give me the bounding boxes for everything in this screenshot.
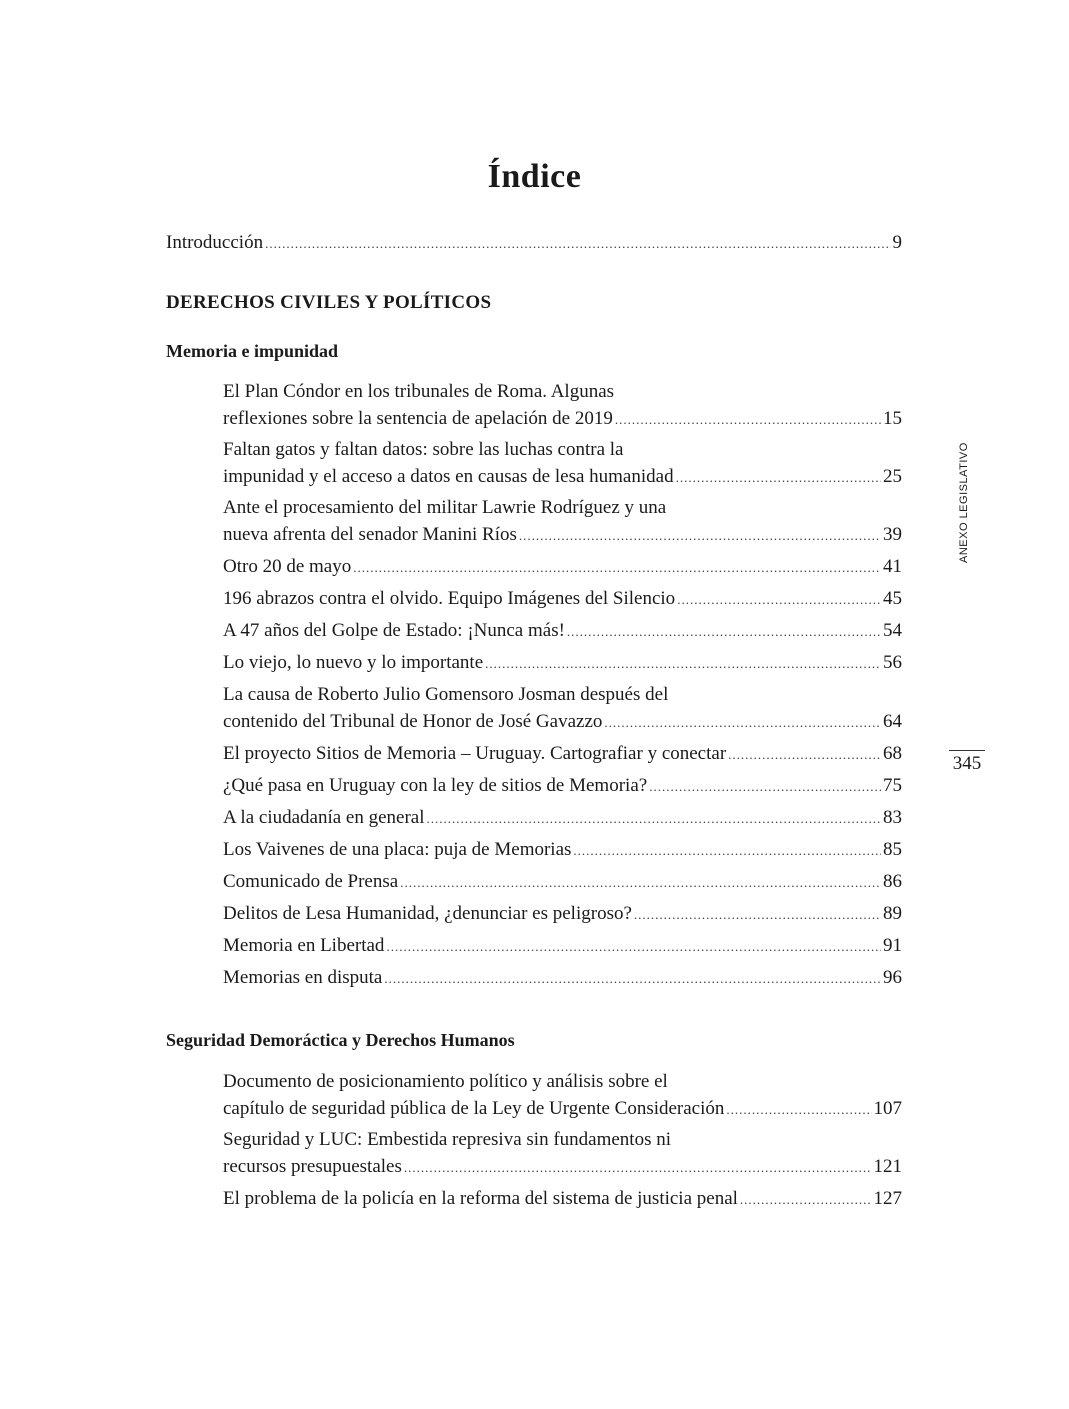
toc-entry[interactable]	[223, 494, 902, 549]
toc-entry[interactable]	[223, 649, 902, 677]
toc-entry[interactable]	[223, 836, 902, 864]
subsection-heading-seguridad: Seguridad Demoráctica y Derechos Humanos	[166, 1030, 515, 1050]
toc-entry-title: Documento de posicionamiento político y análisis sobre el	[223, 1071, 668, 1092]
toc-entry-title: El proyecto Sitios de Memoria – Uruguay. Cartografiar y conectar	[223, 743, 727, 764]
toc-entry[interactable]	[223, 1068, 902, 1123]
toc-entry[interactable]	[223, 740, 902, 768]
toc-entry-title: Otro 20 de mayo	[223, 556, 352, 577]
toc-page-number: 9	[892, 232, 902, 253]
dot-leader	[519, 522, 881, 549]
toc-entry[interactable]	[223, 1185, 902, 1213]
dot-leader	[353, 554, 881, 581]
toc-entry[interactable]	[223, 964, 902, 992]
toc-page-number: 39	[883, 524, 902, 545]
toc-entry[interactable]	[223, 378, 902, 433]
dot-leader	[677, 586, 881, 613]
toc-entry-title-cont: capítulo de seguridad pública de la Ley de Urgente Consideración	[223, 1098, 725, 1119]
toc-entry-title-cont: impunidad y el acceso a datos en causas de lesa humanidad	[223, 466, 674, 487]
toc-entry-title: 196 abrazos contra el olvido. Equipo Imágenes del Silencio	[223, 588, 676, 609]
toc-page-number: 75	[883, 775, 902, 796]
dot-leader	[404, 1154, 872, 1181]
toc-entry-title: La causa de Roberto Julio Gomensoro Josman después del	[223, 684, 669, 705]
toc-entry-title: ¿Qué pasa en Uruguay con la ley de sitios de Memoria?	[223, 775, 648, 796]
toc-page-number: 83	[883, 807, 902, 828]
toc-entry-title-cont: reflexiones sobre la sentencia de apelación de 2019	[223, 408, 613, 429]
dot-leader	[384, 965, 881, 992]
toc-page-number: 45	[883, 588, 902, 609]
toc-entry-title: Comunicado de Prensa	[223, 871, 399, 892]
side-running-head: ANEXO LEGISLATIVO	[958, 442, 970, 563]
dot-leader	[728, 741, 881, 768]
toc-entry-title: El Plan Cóndor en los tribunales de Roma. Algunas	[223, 381, 615, 402]
toc-page-number: 107	[873, 1098, 902, 1119]
toc-entry[interactable]	[223, 772, 902, 800]
toc-entry[interactable]	[223, 617, 902, 645]
toc-entry-title-cont: contenido del Tribunal de Honor de José Gavazzo	[223, 711, 603, 732]
toc-entry-title: Lo viejo, lo nuevo y lo importante	[223, 652, 484, 673]
toc-entry-title: Memorias en disputa	[223, 967, 383, 988]
page-title: Índice	[487, 158, 582, 195]
toc-entry-title: Memoria en Libertad	[223, 935, 385, 956]
page-number: 345	[949, 750, 985, 775]
toc-entry-title: Seguridad y LUC: Embestida represiva sin fundamentos ni	[223, 1129, 671, 1150]
toc-page-number: 15	[883, 408, 902, 429]
toc-page-number: 96	[883, 967, 902, 988]
toc-entry-title: A 47 años del Golpe de Estado: ¡Nunca más!	[223, 620, 565, 641]
dot-leader	[604, 709, 881, 736]
toc-page-number: 89	[883, 903, 902, 924]
toc-entry[interactable]	[223, 681, 902, 736]
toc-page-number: 56	[883, 652, 902, 673]
toc-entry-title: Faltan gatos y faltan datos: sobre las luchas contra la	[223, 439, 624, 460]
toc-entry[interactable]	[223, 585, 902, 613]
toc-page-number: 68	[883, 743, 902, 764]
toc-entry[interactable]	[223, 1126, 902, 1181]
toc-entry[interactable]	[223, 804, 902, 832]
dot-leader	[649, 773, 881, 800]
dot-leader	[573, 837, 881, 864]
dot-leader	[740, 1186, 872, 1213]
toc-entry-title: Los Vaivenes de una placa: puja de Memorias	[223, 839, 572, 860]
section-heading-derechos-civiles: DERECHOS CIVILES Y POLÍTICOS	[166, 292, 492, 313]
dot-leader	[676, 464, 881, 491]
toc-page-number: 86	[883, 871, 902, 892]
toc-page-number: 91	[883, 935, 902, 956]
toc-page-number: 127	[873, 1188, 902, 1209]
dot-leader	[726, 1096, 871, 1123]
subsection-heading-memoria: Memoria e impunidad	[166, 341, 339, 361]
toc-entry-introduccion[interactable]	[166, 229, 902, 257]
toc-entry[interactable]	[223, 868, 902, 896]
toc-entry-title: El problema de la policía en la reforma del sistema de justicia penal	[223, 1188, 738, 1209]
toc-entry[interactable]	[223, 553, 902, 581]
dot-leader	[265, 230, 890, 257]
toc-page-number: 64	[883, 711, 902, 732]
dot-leader	[567, 618, 881, 645]
toc-entry[interactable]	[223, 900, 902, 928]
toc-entry[interactable]	[223, 932, 902, 960]
dot-leader	[634, 901, 881, 928]
toc-entry-title: Ante el procesamiento del militar Lawrie Rodríguez y una	[223, 497, 667, 518]
toc-entry-title: A la ciudadanía en general	[223, 807, 425, 828]
toc-entry[interactable]	[223, 436, 902, 491]
toc-entry-title-cont: recursos presupuestales	[223, 1156, 402, 1177]
toc-page-number: 54	[883, 620, 902, 641]
toc-page-number: 25	[883, 466, 902, 487]
toc-entry-title: Introducción	[166, 232, 264, 253]
toc-entry-title: Delitos de Lesa Humanidad, ¿denunciar es peligroso?	[223, 903, 632, 924]
dot-leader	[400, 869, 881, 896]
toc-entry-title-cont: nueva afrenta del senador Manini Ríos	[223, 524, 517, 545]
dot-leader	[427, 805, 881, 832]
toc-page-number: 41	[883, 556, 902, 577]
toc-page-number: 121	[873, 1156, 902, 1177]
dot-leader	[615, 406, 881, 433]
toc-page-number: 85	[883, 839, 902, 860]
dot-leader	[485, 650, 881, 677]
dot-leader	[386, 933, 881, 960]
